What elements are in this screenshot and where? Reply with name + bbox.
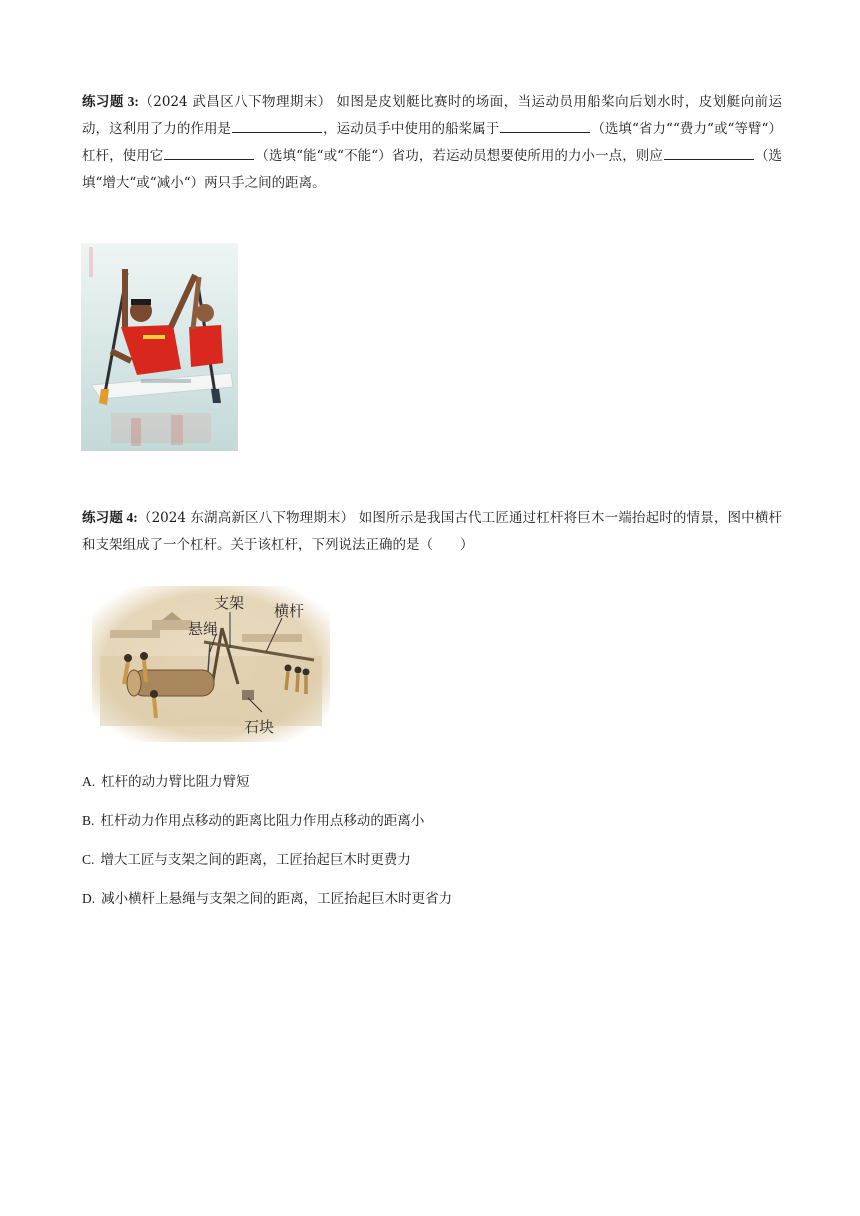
problem-3 — [82, 88, 782, 197]
problem-3-text-3: （选填“省力““费力“或“等臂“）杠杆，使用它 — [82, 121, 783, 164]
answer-blank-2[interactable] — [500, 118, 590, 133]
option-letter: A. — [82, 774, 96, 789]
option-c[interactable] — [82, 840, 782, 879]
answer-blank-3[interactable] — [164, 145, 254, 160]
option-letter: C. — [82, 852, 95, 867]
label-rope: 悬绳 — [188, 620, 219, 638]
answer-options — [82, 762, 782, 918]
kayak-race-photo — [81, 243, 238, 451]
problem-4-stem: （2024 东湖高新区八下物理期末） 如图所示是我国古代工匠通过杠杆将巨木一端抬起时的情景，图中横杆和支架组成了一个杠杆。关于该杠杆，下列说法正确的是（ ） — [82, 510, 782, 553]
problem-3-text-2: ，运动员手中使用的船桨属于 — [323, 121, 500, 137]
answer-blank-1[interactable] — [232, 118, 322, 133]
problem-3-text-5: （选填“增大“或“减小“）两只手之间的距离。 — [82, 148, 783, 191]
option-text: 杠杆动力作用点移动的距离比阻力作用点移动的距离小 — [100, 813, 425, 829]
problem-3-text-1: （2024 武昌区八下物理期末） 如图是皮划艇比赛时的场面，当运动员用船桨向后划水时，皮划艇向前运动，这利用了力的作用是 — [82, 94, 782, 137]
option-text: 减小横杆上悬绳与支架之间的距离，工匠抬起巨木时更省力 — [101, 891, 453, 907]
option-text: 杠杆的动力臂比阻力臂短 — [101, 774, 250, 790]
option-d[interactable] — [82, 879, 782, 918]
label-beam: 横杆 — [274, 602, 305, 620]
ancient-lever-illustration — [92, 586, 330, 742]
problem-3-text-4: （选填“能“或“不能“）省功，若运动员想要使所用的力小一点，则应 — [255, 148, 663, 164]
option-text: 增大工匠与支架之间的距离，工匠抬起巨木时更费力 — [100, 852, 411, 868]
answer-blank-4[interactable] — [664, 145, 754, 160]
option-letter: D. — [82, 891, 96, 906]
problem-4-label: 练习题 4: — [82, 510, 138, 525]
label-support: 支架 — [214, 594, 245, 612]
problem-4 — [82, 504, 782, 559]
problem-3-label: 练习题 3: — [82, 94, 139, 109]
option-b[interactable] — [82, 801, 782, 840]
option-letter: B. — [82, 813, 95, 828]
option-a[interactable] — [82, 762, 782, 801]
label-stone: 石块 — [244, 718, 275, 736]
